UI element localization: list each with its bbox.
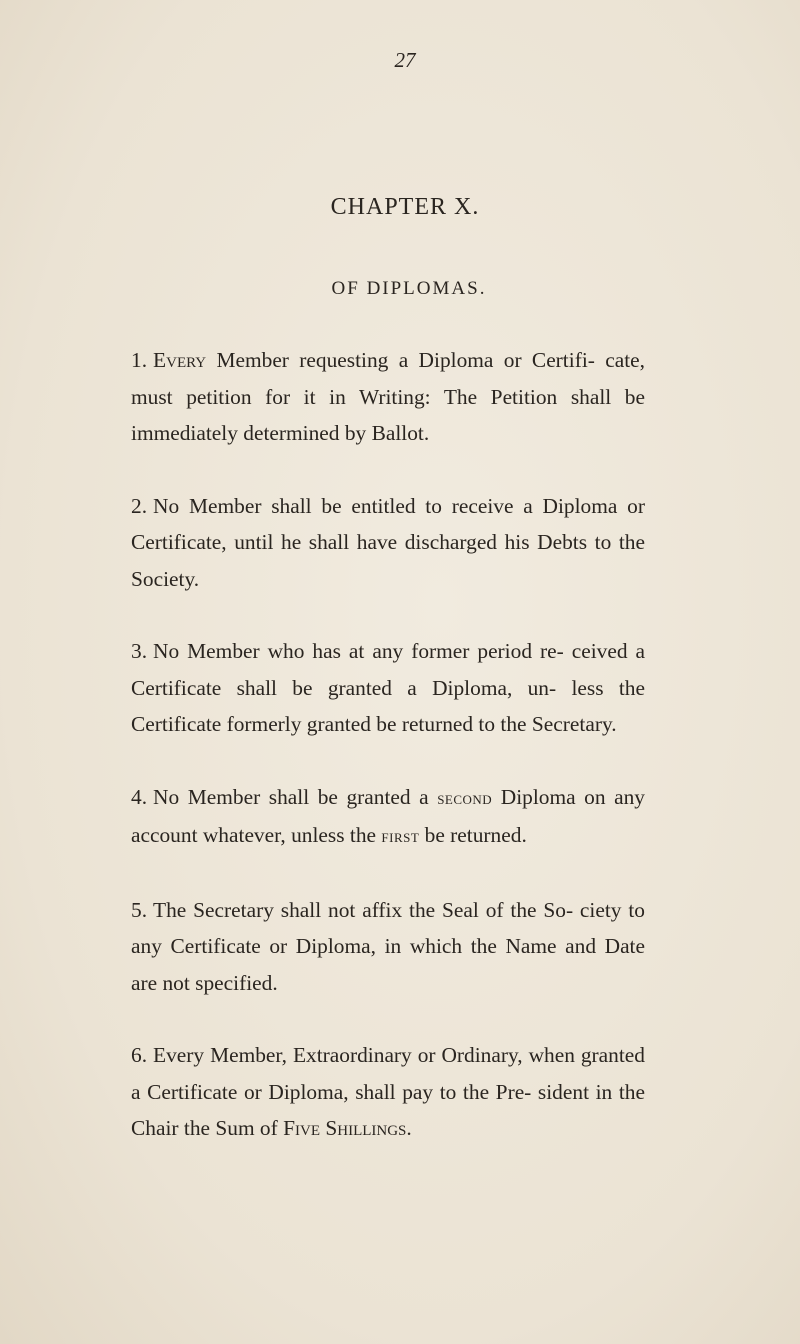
section-title: OF DIPLOMAS. xyxy=(331,278,487,299)
paragraph-6 xyxy=(131,1037,645,1147)
paragraph-text: Member requesting a Diploma or Certifi- cate, must petition for it in Writing: The Petition shall be immediately determined by Ballot. xyxy=(131,348,645,445)
body-text xyxy=(131,342,645,1147)
paragraph-number: 5. xyxy=(131,897,148,922)
paragraph-number: 2. xyxy=(131,493,148,518)
paragraph-text: Diploma on any account whatever, unless the xyxy=(131,784,645,847)
small-caps-lead: Every xyxy=(153,348,207,372)
small-caps-word: Five Shillings xyxy=(283,1116,407,1140)
paragraph-text: The Secretary shall not affix the Seal of the So- ciety to any Certificate or Diploma, in which the Name and Date are not specified. xyxy=(131,897,645,995)
paragraph-text: No Member who has at any former period re- ceived a Certificate shall be granted a Diploma, un- less the Certificate formerly granted be returned to the Secretary. xyxy=(131,639,645,736)
paragraph-number: 6. xyxy=(131,1043,148,1067)
page-number: 27 xyxy=(394,48,416,72)
paragraph-number: 1. xyxy=(131,348,148,372)
paragraph-5 xyxy=(131,892,645,1002)
paragraph-text: be returned. xyxy=(419,823,527,847)
paragraph-1 xyxy=(131,342,645,452)
paragraph-text: . xyxy=(406,1116,412,1140)
small-caps-word: first xyxy=(381,826,420,847)
paragraph-text: No Member shall be entitled to receive a Diploma or Certificate, until he shall have discharged his Debts to the Society. xyxy=(131,493,645,591)
chapter-title: CHAPTER X. xyxy=(330,194,480,220)
paragraph-number: 4. xyxy=(131,784,148,809)
paragraph-2 xyxy=(131,488,645,598)
paragraph-3 xyxy=(131,633,645,743)
small-caps-word: second xyxy=(437,787,493,809)
paragraph-4 xyxy=(131,779,645,856)
paragraph-text: No Member shall be granted a xyxy=(153,784,438,809)
paragraph-number: 3. xyxy=(131,639,148,663)
paragraph-text: Every Member, Extraordinary or Ordinary, when granted a Certificate or Diploma, shall pay to the Pre- sident in the Chair the Sum of xyxy=(131,1043,645,1140)
